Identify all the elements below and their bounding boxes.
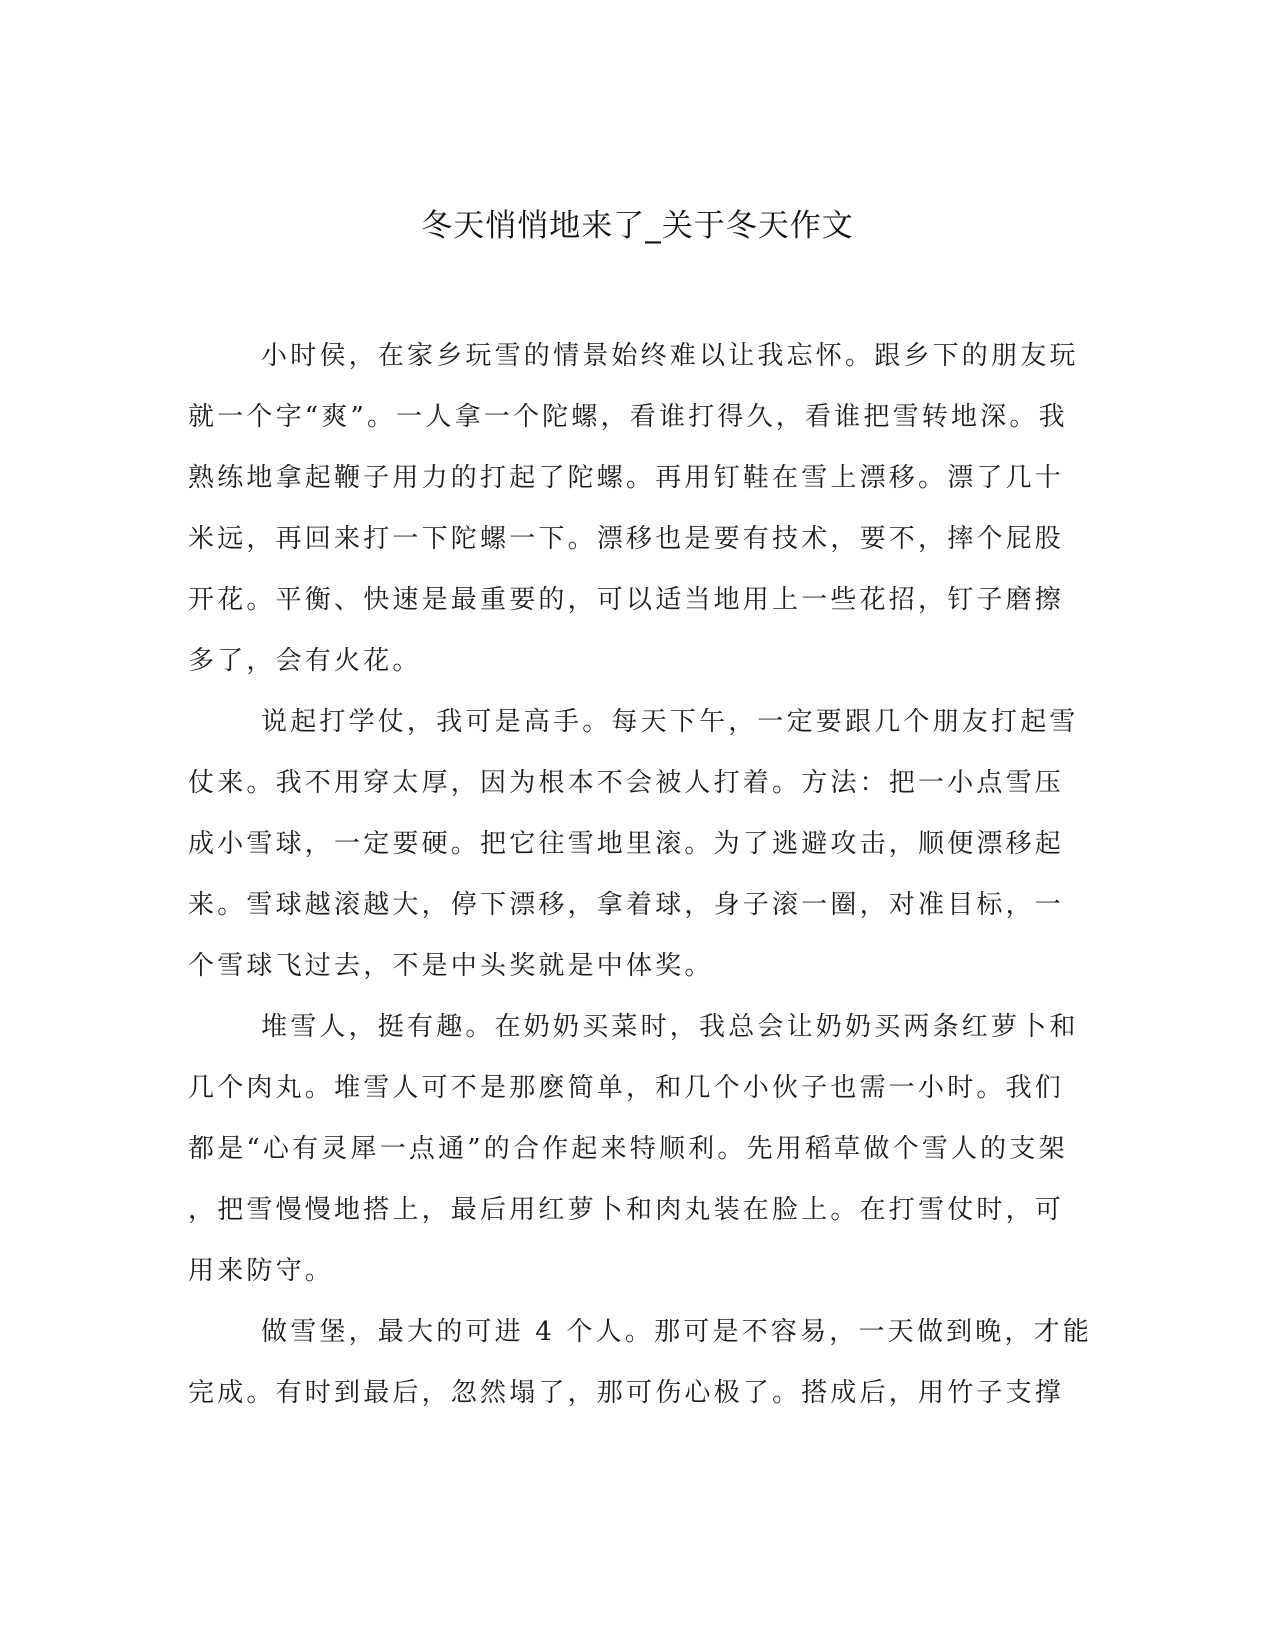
text-line: 熟练地拿起鞭子用力的打起了陀螺。再用钉鞋在雪上漂移。漂了几十 — [188, 463, 1065, 493]
text-line: 说起打学仗，我可是高手。每天下午，一定要跟几个朋友打起雪 — [261, 707, 1079, 737]
text-line: 米远，再回来打一下陀螺一下。漂移也是要有技术，要不，摔个屁股 — [188, 524, 1065, 554]
text-line: 多了，会有火花。 — [188, 646, 422, 676]
page-title: 冬天悄悄地来了_关于冬天作文 — [421, 208, 854, 244]
text-line: 成小雪球，一定要硬。把它往雪地里滚。为了逃避攻击，顺便漂移起 — [188, 829, 1065, 859]
text-line: 来。雪球越滚越大，停下漂移，拿着球，身子滚一圈，对准目标，一 — [188, 890, 1065, 920]
text-line: 都是“心有灵犀一点通”的合作起来特顺利。先用稻草做个雪人的支架 — [188, 1134, 1068, 1164]
text-line: 几个肉丸。堆雪人可不是那麽简单，和几个小伙子也需一小时。我们 — [188, 1073, 1065, 1103]
essay-body — [188, 326, 1093, 1424]
text-line: 开花。平衡、快速是最重要的，可以适当地用上一些花招，钉子磨擦 — [188, 585, 1065, 615]
paragraph-4 — [188, 1302, 1093, 1424]
paragraph-2 — [188, 692, 1079, 997]
text-line: 堆雪人，挺有趣。在奶奶买菜时，我总会让奶奶买两条红萝卜和 — [261, 1012, 1079, 1042]
text-line: 就一个字“爽”。一人拿一个陀螺，看谁打得久，看谁把雪转地深。我 — [188, 402, 1068, 432]
text-line: 仗来。我不用穿太厚，因为根本不会被人打着。方法：把一小点雪压 — [188, 768, 1065, 798]
text-line: ，把雪慢慢地搭上，最后用红萝卜和肉丸装在脸上。在打雪仗时，可 — [188, 1195, 1065, 1225]
text-line: 完成。有时到最后，忽然塌了，那可伤心极了。搭成后，用竹子支撑 — [188, 1378, 1065, 1408]
text-line: 个雪球飞过去，不是中头奖就是中体奖。 — [188, 951, 714, 981]
paragraph-3 — [188, 997, 1079, 1302]
text-line: 用来防守。 — [188, 1256, 335, 1286]
text-line: 小时侯，在家乡玩雪的情景始终难以让我忘怀。跟乡下的朋友玩 — [261, 341, 1079, 371]
text-line: 做雪堡，最大的可进 4 个人。那可是不容易，一天做到晚，才能 — [261, 1317, 1093, 1347]
paragraph-1 — [188, 326, 1079, 692]
